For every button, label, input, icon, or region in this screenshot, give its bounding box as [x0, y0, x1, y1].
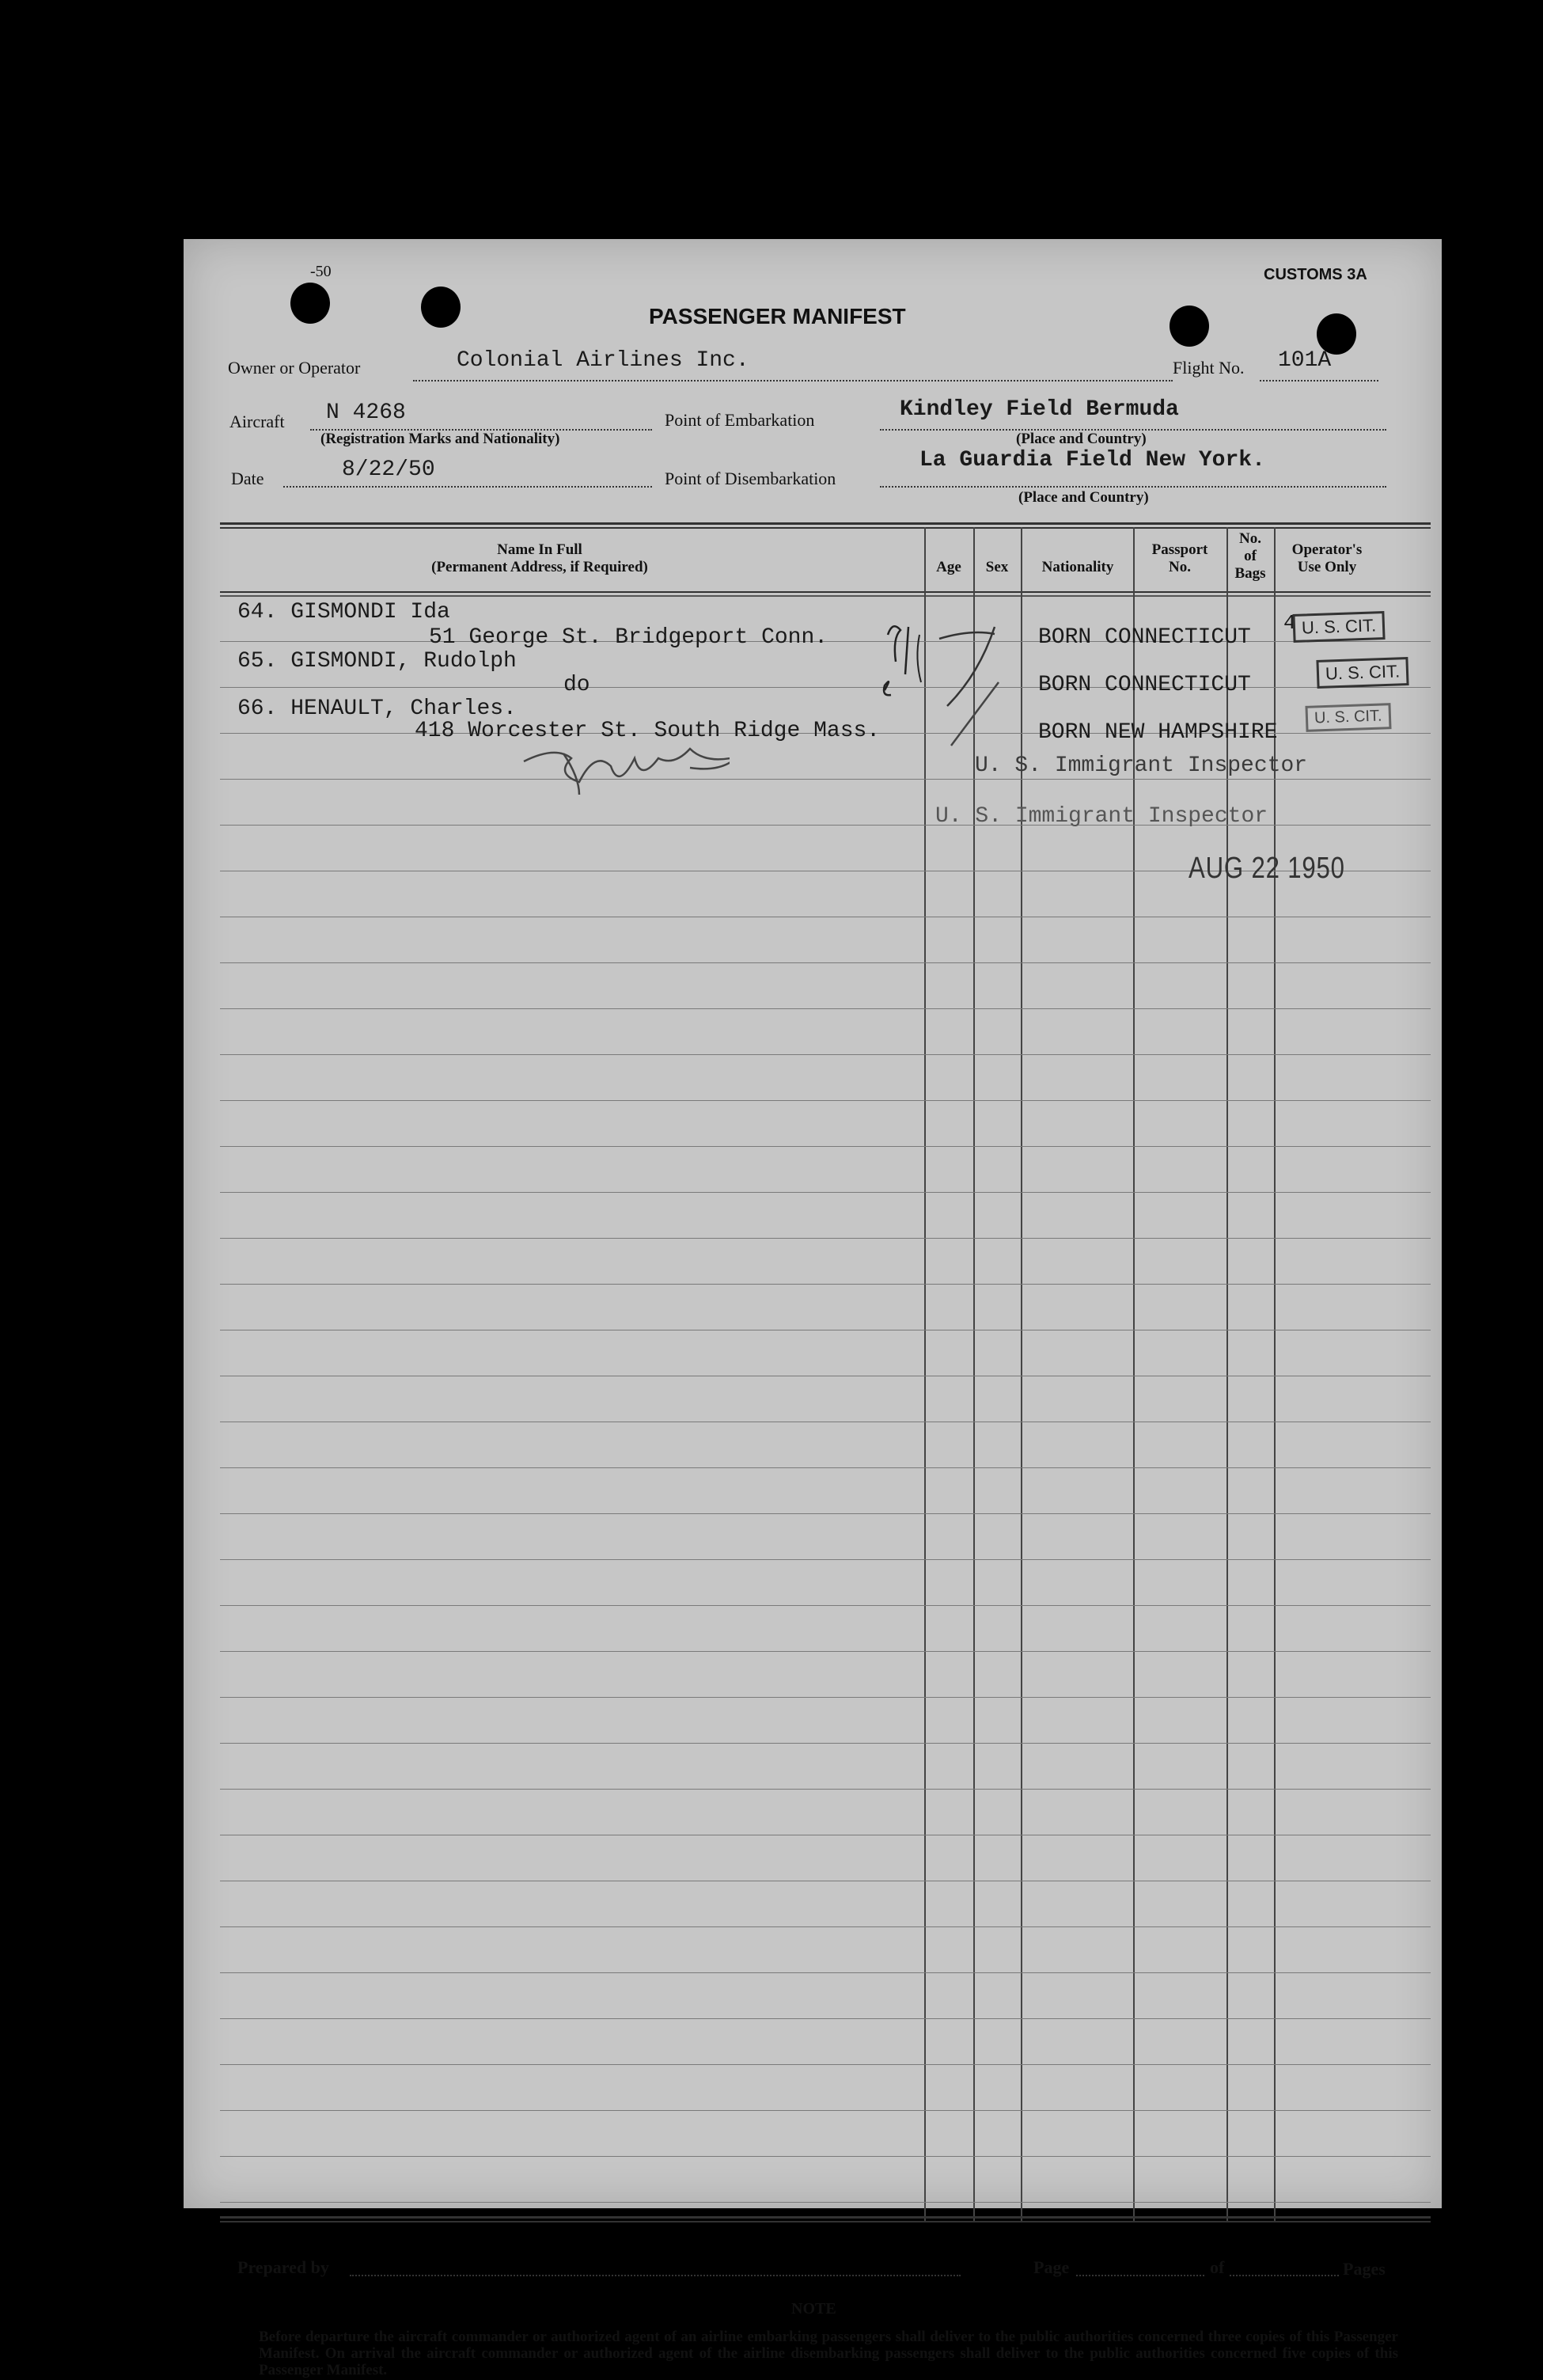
col-name-header: [334, 541, 745, 576]
inspector-signature: [516, 738, 730, 801]
inspector-stamp-2: U. S. Immigrant Inspector: [935, 804, 1268, 829]
row-65-name: 65. GISMONDI, Rudolph: [237, 649, 517, 674]
row-66-nationality: BORN NEW HAMPSHIRE: [1038, 720, 1278, 745]
flight-label: Flight No.: [1173, 358, 1245, 378]
of-label: of: [1210, 2257, 1225, 2277]
aircraft-value: N 4268: [326, 400, 406, 425]
aircraft-label: Aircraft: [229, 412, 285, 431]
col-sex-header: Sex: [985, 559, 1009, 575]
note-text: Before departure the aircraft commander or authorized agent of an airline embarking passengers shall deliver to the public authorities concerned three copies of this Passenger Manifest. On arrival the aircraft commander or authorized agent of the airline disembarking passengers shall deliver to the public authorities concerned five copies of this Passenger Manifest.: [259, 2329, 1398, 2378]
embarkation-caption: (Place and Country): [1016, 431, 1147, 447]
disembarkation-value: La Guardia Field New York.: [919, 448, 1265, 473]
page-title: PASSENGER MANIFEST: [649, 304, 906, 328]
handwritten-ticks: [856, 603, 1038, 761]
row-64-name: 64. GISMONDI Ida: [237, 600, 450, 624]
embarkation-label: Point of Embarkation: [665, 410, 815, 430]
date-label: Date: [231, 469, 264, 488]
pages-label: Pages: [1343, 2259, 1386, 2279]
col-bags-line2: of: [1244, 548, 1257, 564]
row-66-address: 418 Worcester St. South Ridge Mass.: [415, 719, 881, 743]
col-age-header: Age: [936, 559, 961, 575]
col-operator-subtitle: Use Only: [1297, 559, 1357, 575]
col-name-subtitle: (Permanent Address, if Required): [431, 559, 648, 575]
col-nationality-header: Nationality: [1041, 559, 1114, 575]
disembarkation-caption: (Place and Country): [1018, 489, 1149, 506]
disembarkation-label: Point of Disembarkation: [665, 469, 836, 488]
manifest-sheet: [184, 239, 1442, 2378]
row-65-address: do: [563, 673, 590, 697]
col-passport-subtitle: No.: [1169, 559, 1191, 575]
prepared-label: Prepared by: [237, 2257, 329, 2277]
row-66-name: 66. HENAULT, Charles.: [237, 697, 517, 721]
punch-hole: [421, 287, 461, 328]
col-bags-line3: Bags: [1234, 565, 1266, 582]
col-operator-header: [1276, 541, 1378, 576]
row-65-nationality: BORN CONNECTICUT: [1038, 673, 1251, 697]
punch-hole: [1170, 306, 1209, 347]
form-code: -50: [310, 263, 332, 280]
col-passport-header: [1133, 541, 1226, 576]
customs-code: CUSTOMS 3A: [1264, 266, 1367, 283]
punch-hole: [290, 283, 330, 324]
row-64-address: 51 George St. Bridgeport Conn.: [429, 625, 828, 650]
embarkation-value: Kindley Field Bermuda: [900, 397, 1179, 422]
inspector-stamp-1: U. S. Immigrant Inspector: [975, 753, 1308, 778]
flight-value: 101A: [1278, 348, 1332, 373]
row-64-cit-stamp: U. S. CIT.: [1292, 611, 1385, 643]
row-66-cit-stamp: U. S. CIT.: [1305, 703, 1391, 732]
date-stamp: AUG 22 1950: [1189, 852, 1345, 885]
aircraft-caption: (Registration Marks and Nationality): [320, 431, 560, 447]
row-64-bags: 4: [1283, 611, 1296, 635]
row-65-cit-stamp: U. S. CIT.: [1316, 657, 1408, 689]
col-bags-header: [1226, 530, 1274, 583]
owner-label: Owner or Operator: [228, 358, 361, 378]
col-passport-title: Passport: [1151, 541, 1208, 558]
page-label: Page: [1033, 2257, 1070, 2277]
date-value: 8/22/50: [342, 457, 435, 482]
note-title: NOTE: [791, 2300, 836, 2317]
col-bags-line1: No.: [1239, 530, 1261, 547]
row-64-nationality: BORN CONNECTICUT: [1038, 625, 1251, 650]
col-name-title: Name In Full: [497, 541, 582, 558]
owner-value: Colonial Airlines Inc.: [457, 348, 749, 373]
col-operator-title: Operator's: [1291, 541, 1363, 558]
